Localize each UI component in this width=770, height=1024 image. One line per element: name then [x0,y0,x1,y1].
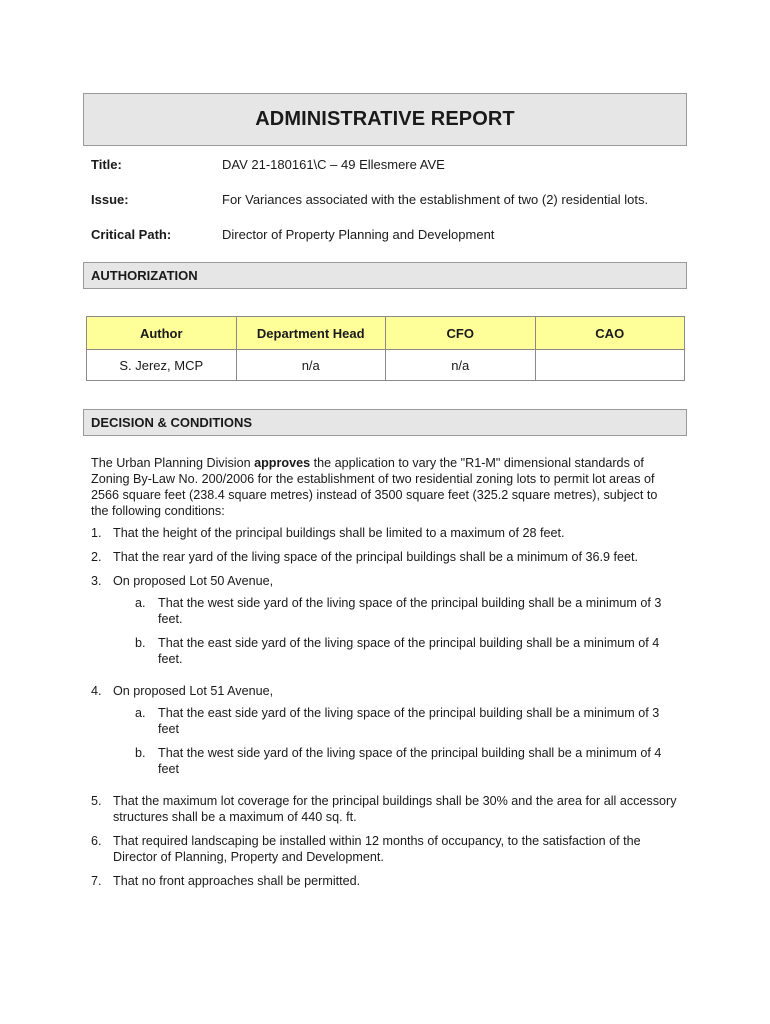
sub-list-item [113,595,677,627]
meta-value: DAV 21-180161\C – 49 Ellesmere AVE [222,157,445,172]
sub-list [113,705,677,777]
sub-item-letter: b. [135,746,146,760]
sub-item-text: That the east side yard of the living space of the principal building shall be a minimum of 4 feet. [158,636,660,666]
sub-item-text: That the west side yard of the living space of the principal building shall be a minimum of 4 feet [158,746,662,776]
item-text: On proposed Lot 51 Avenue, [113,684,274,698]
authorization-table [86,316,685,381]
list-item [91,873,677,889]
table-header-row [87,317,685,350]
list-item [91,793,677,825]
meta-value: Director of Property Planning and Development [222,227,495,242]
decision-heading: DECISION & CONDITIONS [83,409,687,436]
item-number: 3. [91,574,102,588]
item-number: 4. [91,684,102,698]
item-text: That required landscaping be installed within 12 months of occupancy, to the satisfaction of the Director of Planning, Property and Development. [113,834,641,864]
document-page [83,93,687,897]
sub-list-item [113,705,677,737]
item-number: 1. [91,526,102,540]
decision-body [83,455,687,889]
intro-approves: approves [254,456,311,470]
intro-text: The Urban Planning Division [91,456,255,470]
cell-department-head: n/a [236,350,386,381]
list-item [91,525,677,541]
column-header-cfo: CFO [386,317,536,350]
authorization-heading: AUTHORIZATION [83,262,687,289]
list-item [91,549,677,565]
meta-label: Title: [91,157,122,172]
list-item [91,683,677,785]
conditions-list [91,525,677,889]
cell-cfo: n/a [386,350,536,381]
list-item [91,573,677,675]
list-item [91,833,677,865]
meta-row-issue [83,192,687,227]
report-meta [83,157,687,262]
sub-list [113,595,677,667]
meta-row-critical-path [83,227,687,262]
item-text: That the maximum lot coverage for the principal buildings shall be 30% and the area for all accessory structures shall be a maximum of 440 sq. ft. [113,794,677,824]
meta-row-title [83,157,687,192]
item-content [113,573,677,675]
sub-item-letter: a. [135,596,146,610]
item-text: That no front approaches shall be permitted. [113,874,361,888]
meta-label: Critical Path: [91,227,172,242]
sub-item-letter: b. [135,636,146,650]
column-header-author: Author [87,317,237,350]
item-number: 7. [91,874,102,888]
sub-item-text: That the east side yard of the living space of the principal building shall be a minimum of 3 feet [158,706,660,736]
item-text: On proposed Lot 50 Avenue, [113,574,274,588]
table-row [87,350,685,381]
sub-item-letter: a. [135,706,146,720]
intro-text: the application to vary the "R1-M" dimensional standards of Zoning By-Law No. 200/2006 for the establishment of two residential zoning lots to permit lot areas of 2566 square feet (238.4 square metres) instead of 3500 square feet (325.2 square metres), subject to the following conditions: [91,456,658,518]
item-number: 5. [91,794,102,808]
sub-list-item [113,635,677,667]
cell-cao [535,350,685,381]
column-header-cao: CAO [535,317,685,350]
meta-value: For Variances associated with the establishment of two (2) residential lots. [222,192,649,207]
item-number: 2. [91,550,102,564]
column-header-department-head: Department Head [236,317,386,350]
sub-list-item [113,745,677,777]
cell-author: S. Jerez, MCP [87,350,237,381]
item-number: 6. [91,834,102,848]
report-title: ADMINISTRATIVE REPORT [83,93,687,146]
decision-intro [91,455,677,519]
meta-label: Issue: [91,192,129,207]
item-text: That the rear yard of the living space of the principal buildings shall be a minimum of 36.9 feet. [113,550,639,564]
sub-item-text: That the west side yard of the living space of the principal building shall be a minimum of 3 feet. [158,596,662,626]
item-text: That the height of the principal buildings shall be limited to a maximum of 28 feet. [113,526,565,540]
item-content [113,683,677,785]
